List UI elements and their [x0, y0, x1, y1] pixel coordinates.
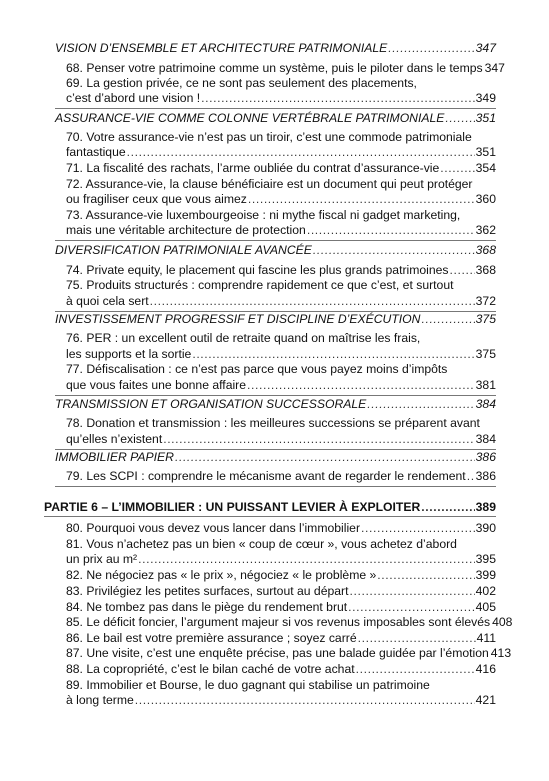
page-number: 368: [475, 243, 496, 257]
page-number: 408: [492, 615, 513, 629]
entry-title[interactable]: 76. PER : un excellent outil de retraite quand on maîtrise les frais,: [66, 331, 421, 345]
page-number: 413: [490, 646, 512, 660]
section-title: IMMOBILIER PAPIER: [55, 450, 174, 464]
toc-entry[interactable]: [66, 432, 496, 447]
entry-title: 88. La copropriété, c’est le bilan caché de votre achat: [66, 662, 355, 676]
page-number: 354: [475, 161, 496, 175]
page-number: 395: [475, 552, 496, 566]
dot-leader: [313, 243, 475, 258]
toc-entry[interactable]: [66, 521, 496, 536]
dot-leader: [467, 469, 475, 484]
dot-leader: [138, 552, 475, 567]
page-number: 349: [475, 91, 496, 105]
dot-leader: [388, 41, 474, 56]
page-number: 360: [475, 192, 496, 206]
page-number: 411: [476, 631, 496, 645]
entry-title: 68. Penser votre patrimoine comme un système, puis le piloter dans le temps: [66, 61, 483, 75]
dot-leader: [307, 223, 475, 238]
page-number: 362: [475, 223, 496, 237]
dot-leader: [421, 312, 474, 327]
toc-entry[interactable]: [66, 91, 496, 106]
toc-entry[interactable]: [66, 378, 496, 393]
toc-entry[interactable]: [66, 646, 512, 661]
toc-section-heading[interactable]: [55, 397, 496, 412]
page-number: 421: [475, 693, 496, 707]
page-number: 347: [484, 61, 505, 75]
section-title: VISION D’ENSEMBLE ET ARCHITECTURE PATRIMONIALE: [55, 41, 388, 55]
toc-entry[interactable]: [66, 263, 496, 278]
dot-leader: [248, 192, 475, 207]
entry-title: 79. Les SCPI : comprendre le mécanisme avant de regarder le rendement: [66, 469, 466, 483]
toc-entry[interactable]: [66, 600, 496, 615]
dot-leader: [356, 662, 475, 677]
page-number: 390: [475, 521, 496, 535]
page-number: 351: [475, 145, 496, 159]
dot-leader: [445, 111, 474, 126]
toc-section-heading[interactable]: [55, 312, 496, 327]
dot-leader: [175, 450, 475, 465]
section-divider: [55, 108, 496, 109]
toc-entry[interactable]: [66, 631, 496, 646]
entry-title[interactable]: 89. Immobilier et Bourse, le duo gagnant qui stabilise un patrimoine: [66, 678, 430, 692]
entry-title[interactable]: 69. La gestion privée, ce ne sont pas seulement des placements,: [66, 76, 417, 90]
toc-entry[interactable]: [66, 584, 496, 599]
toc-entry[interactable]: [66, 693, 496, 708]
dot-leader: [367, 397, 474, 412]
page-number: 416: [475, 662, 496, 676]
toc-entry[interactable]: [66, 61, 505, 76]
entry-title: 74. Private equity, le placement qui fascine les plus grands patrimoines: [66, 263, 449, 277]
page-number: 347: [475, 41, 496, 55]
page-number: 405: [475, 600, 496, 614]
toc-entry[interactable]: [66, 568, 496, 583]
page-number: 386: [475, 450, 496, 464]
entry-title: 84. Ne tombez pas dans le piège du rendement brut: [66, 600, 348, 614]
entry-title-continued: c’est d’abord une vision !: [66, 91, 201, 105]
toc-part-heading[interactable]: [44, 500, 496, 515]
dot-leader: [348, 600, 474, 615]
entry-title[interactable]: 72. Assurance-vie, la clause bénéficiaire est un document qui peut protéger: [66, 177, 473, 191]
entry-title[interactable]: 75. Produits structurés : comprendre rapidement ce que c’est, et surtout: [66, 278, 454, 292]
page-number: 375: [475, 347, 496, 361]
entry-title: 87. Une visite, c’est une enquête précise, pas une balade guidée par l’émotion: [66, 646, 489, 660]
entry-title: 83. Privilégiez les petites surfaces, surtout au départ: [66, 584, 349, 598]
entry-title[interactable]: 73. Assurance-vie luxembourgeoise : ni mythe fiscal ni gadget marketing,: [66, 208, 461, 222]
toc-section-heading[interactable]: [55, 450, 496, 465]
toc-section-heading[interactable]: [55, 243, 496, 258]
toc-entry[interactable]: [66, 223, 496, 238]
dot-leader: [361, 521, 475, 536]
section-title: DIVERSIFICATION PATRIMONIALE AVANCÉE: [55, 243, 312, 257]
dot-leader: [127, 145, 475, 160]
dot-leader: [247, 378, 475, 393]
entry-title: 82. Ne négociez pas « le prix », négociez « le problème »: [66, 568, 377, 582]
dot-leader: [377, 568, 474, 583]
toc-entry[interactable]: [66, 662, 496, 677]
page-number: 381: [475, 378, 496, 392]
entry-title-continued: fantastique: [66, 145, 126, 159]
toc-section-heading[interactable]: [55, 41, 496, 56]
dot-leader: [421, 500, 474, 515]
entry-title-continued: mais une véritable architecture de protection: [66, 223, 306, 237]
toc-entry[interactable]: [66, 347, 496, 362]
entry-title[interactable]: 81. Vous n’achetez pas un bien « coup de cœur », vous achetez d’abord: [66, 537, 457, 551]
toc-entry[interactable]: [66, 192, 496, 207]
page-number: 384: [475, 432, 496, 446]
entry-title: 71. La fiscalité des rachats, l’arme oubliée du contrat d’assurance-vie: [66, 161, 440, 175]
dot-leader: [150, 294, 475, 309]
page-number: 368: [475, 263, 496, 277]
entry-title[interactable]: 78. Donation et transmission : les meilleures successions se préparent avant: [66, 416, 480, 430]
toc-entry[interactable]: [66, 469, 496, 484]
page-number: 402: [475, 584, 496, 598]
entry-title: 86. Le bail est votre première assurance ; soyez carré: [66, 631, 357, 645]
dot-leader: [135, 693, 475, 708]
entry-title-continued: que vous faites une bonne affaire: [66, 378, 247, 392]
entry-title: 80. Pourquoi vous devez vous lancer dans l’immobilier: [66, 521, 361, 535]
dot-leader: [358, 631, 476, 646]
toc-entry[interactable]: [66, 145, 496, 160]
dot-leader: [201, 91, 475, 106]
entry-title[interactable]: 70. Votre assurance-vie n’est pas un tiroir, c’est une commode patrimoniale: [66, 130, 472, 144]
page-number: 372: [475, 294, 496, 308]
part-title: PARTIE 6 – L’IMMOBILIER : UN PUISSANT LEVIER À EXPLOITER: [44, 500, 421, 514]
toc-entry[interactable]: [66, 552, 496, 567]
toc-section-heading[interactable]: [55, 111, 496, 126]
entry-title-continued: les supports et la sortie: [66, 347, 192, 361]
dot-leader: [192, 347, 474, 362]
section-divider: [44, 516, 496, 517]
page-number: 389: [475, 500, 496, 514]
entry-title-continued: qu’elles n’existent: [66, 432, 163, 446]
page-number: 375: [475, 312, 496, 326]
dot-leader: [450, 263, 475, 278]
page-number: 386: [475, 469, 496, 483]
toc-entry[interactable]: [66, 294, 496, 309]
dot-leader: [350, 584, 475, 599]
dot-leader: [163, 432, 474, 447]
dot-leader: [440, 161, 474, 176]
page-number: 399: [475, 568, 496, 582]
entry-title-continued: à quoi cela sert: [66, 294, 149, 308]
entry-title: 85. Le déficit foncier, l’argument majeur si vos revenus imposables sont élevés: [66, 615, 491, 629]
section-divider: [55, 486, 496, 487]
entry-title-continued: ou fragiliser ceux que vous aimez: [66, 192, 247, 206]
section-title: INVESTISSEMENT PROGRESSIF ET DISCIPLINE D’EXÉCUTION: [55, 312, 421, 326]
page-number: 384: [475, 397, 496, 411]
section-title: ASSURANCE-VIE COMME COLONNE VERTÉBRALE PATRIMONIALE: [55, 111, 445, 125]
toc-entry[interactable]: [66, 161, 496, 176]
entry-title-continued: à long terme: [66, 693, 134, 707]
section-divider: [55, 240, 496, 241]
toc-entry[interactable]: [66, 615, 513, 630]
entry-title[interactable]: 77. Défiscalisation : ce n’est pas parce que vous payez moins d’impôts: [66, 362, 448, 376]
section-divider: [55, 395, 496, 396]
entry-title-continued: un prix au m²: [66, 552, 138, 566]
section-title: TRANSMISSION ET ORGANISATION SUCCESSORALE: [55, 397, 367, 411]
page-number: 351: [475, 111, 496, 125]
